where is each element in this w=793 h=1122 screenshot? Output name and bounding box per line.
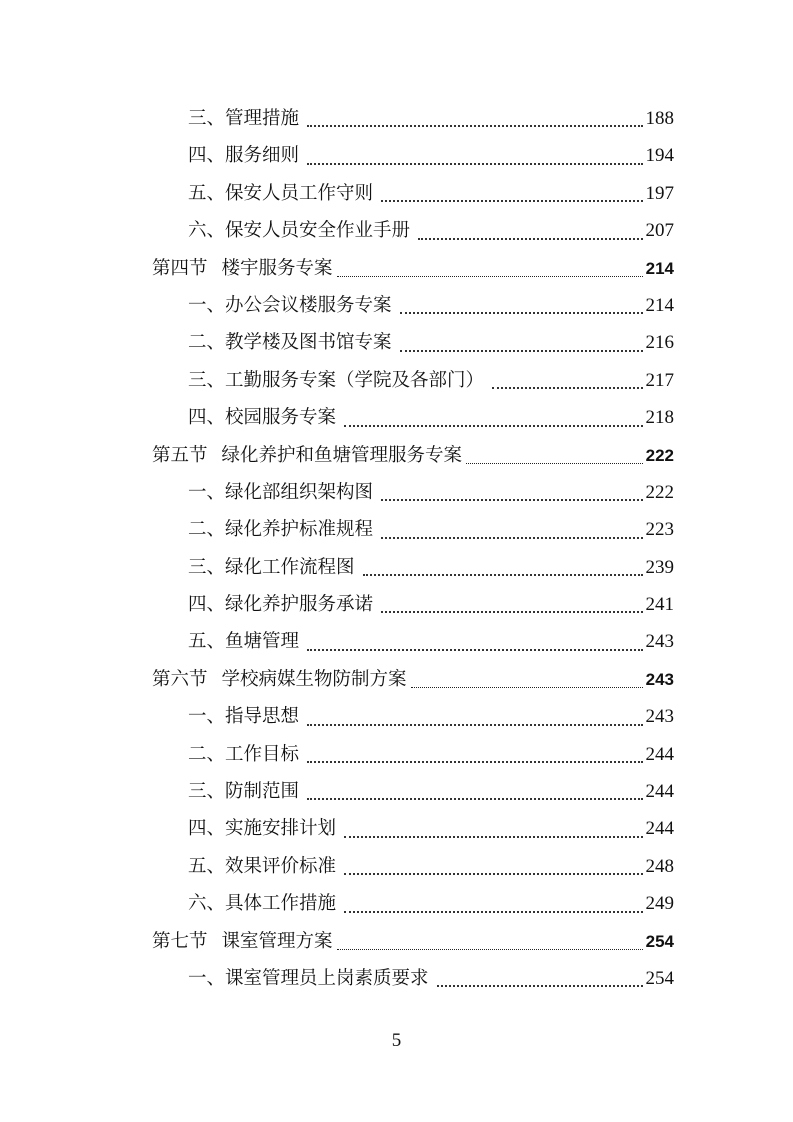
dot-leader [344, 836, 642, 838]
toc-section-entry[interactable] [152, 661, 674, 698]
toc-page-number: 239 [645, 556, 674, 578]
toc-section-number: 第五节 [152, 444, 208, 466]
toc-subsection-entry[interactable] [152, 586, 674, 623]
dot-leader [344, 425, 642, 427]
toc-page-number: 243 [645, 706, 674, 728]
toc-section-entry[interactable] [152, 250, 674, 287]
dot-leader [337, 949, 643, 950]
dot-leader [344, 873, 642, 875]
toc-subsection-entry[interactable] [152, 212, 674, 249]
dot-leader [381, 499, 642, 501]
dot-leader [363, 574, 643, 576]
toc-entry-title: 三、管理措施 [188, 107, 300, 129]
toc-subsection-entry[interactable] [152, 399, 674, 436]
toc-subsection-entry[interactable] [152, 698, 674, 735]
toc-subsection-entry[interactable] [152, 100, 674, 137]
toc-entry-title: 五、效果评价标准 [188, 855, 337, 877]
dot-leader [307, 761, 642, 763]
toc-entry-title: 一、指导思想 [188, 706, 300, 728]
toc-entry-title: 五、鱼塘管理 [188, 631, 300, 653]
toc-page-number: 244 [645, 781, 674, 803]
toc-entry-title: 六、保安人员安全作业手册 [188, 220, 411, 242]
toc-section-entry[interactable] [152, 437, 674, 474]
toc-subsection-entry[interactable] [152, 773, 674, 810]
dot-leader [307, 724, 642, 726]
toc-section-title: 楼宇服务专案 [221, 257, 333, 279]
dot-leader [381, 611, 642, 613]
toc-entry-title: 四、校园服务专案 [188, 407, 337, 429]
toc-subsection-entry[interactable] [152, 623, 674, 660]
toc-page-number: 217 [645, 369, 674, 391]
toc-page-number: 223 [645, 519, 674, 541]
toc-subsection-entry[interactable] [152, 324, 674, 361]
toc-page-number: 194 [645, 145, 674, 167]
toc-entry-title: 三、防制范围 [188, 781, 300, 803]
toc-entry-title [152, 437, 462, 474]
toc-entry-title: 一、课室管理员上岗素质要求 [188, 967, 429, 989]
toc-subsection-entry[interactable] [152, 287, 674, 324]
toc-section-title: 绿化养护和鱼塘管理服务专案 [221, 444, 463, 466]
dot-leader [381, 537, 642, 539]
toc-subsection-entry[interactable] [152, 848, 674, 885]
toc-page-number: 249 [645, 893, 674, 915]
toc-page-number: 216 [645, 332, 674, 354]
dot-leader [437, 985, 643, 987]
toc-entry-title [152, 250, 333, 287]
toc-section-number: 第六节 [152, 668, 208, 690]
toc-entry-title: 二、绿化养护标准规程 [188, 519, 374, 541]
toc-section-title: 学校病媒生物防制方案 [221, 668, 407, 690]
toc-page-number: 214 [645, 294, 674, 316]
dot-leader [400, 350, 643, 352]
dot-leader [307, 125, 642, 127]
toc-entry-title: 一、办公会议楼服务专案 [188, 294, 392, 316]
toc-subsection-entry[interactable] [152, 175, 674, 212]
toc-section-number: 第四节 [152, 257, 208, 279]
dot-leader [344, 911, 642, 913]
dot-leader [307, 163, 642, 165]
toc-page-number: 254 [645, 931, 674, 951]
toc-page-number: 207 [645, 220, 674, 242]
toc-entry-title: 二、教学楼及图书馆专案 [188, 332, 392, 354]
toc-page-number: 241 [645, 594, 674, 616]
toc-section-title: 课室管理方案 [221, 930, 333, 952]
dot-leader [492, 387, 642, 389]
toc-entry-title: 三、工勤服务专案（学院及各部门） [188, 369, 485, 391]
toc-subsection-entry[interactable] [152, 960, 674, 997]
toc-entry-title: 四、实施安排计划 [188, 818, 337, 840]
toc-entry-title: 四、绿化养护服务承诺 [188, 594, 374, 616]
dot-leader [337, 276, 643, 277]
table-of-contents [152, 100, 674, 997]
toc-subsection-entry[interactable] [152, 885, 674, 922]
toc-entry-title [152, 923, 333, 960]
dot-leader [400, 312, 643, 314]
toc-entry-title: 二、工作目标 [188, 743, 300, 765]
toc-subsection-entry[interactable] [152, 736, 674, 773]
toc-entry-title: 四、服务细则 [188, 145, 300, 167]
toc-page-number: 244 [645, 818, 674, 840]
toc-page-number: 188 [645, 107, 674, 129]
toc-page-number: 197 [645, 182, 674, 204]
toc-subsection-entry[interactable] [152, 362, 674, 399]
dot-leader [466, 463, 643, 464]
toc-subsection-entry[interactable] [152, 810, 674, 847]
toc-page-number: 244 [645, 743, 674, 765]
toc-section-number: 第七节 [152, 930, 208, 952]
page-number: 5 [391, 1030, 402, 1051]
dot-leader [381, 200, 642, 202]
dot-leader [307, 649, 642, 651]
dot-leader [411, 687, 643, 688]
toc-section-entry[interactable] [152, 923, 674, 960]
toc-page-number: 254 [645, 967, 674, 989]
toc-page-number: 222 [645, 481, 674, 503]
toc-entry-title: 五、保安人员工作守则 [188, 182, 374, 204]
toc-subsection-entry[interactable] [152, 549, 674, 586]
toc-entry-title: 六、具体工作措施 [188, 893, 337, 915]
dot-leader [418, 238, 642, 240]
toc-entry-title: 三、绿化工作流程图 [188, 556, 355, 578]
toc-page-number: 243 [645, 631, 674, 653]
toc-page-number: 218 [645, 407, 674, 429]
toc-page-number: 222 [645, 445, 674, 465]
toc-subsection-entry[interactable] [152, 137, 674, 174]
toc-subsection-entry[interactable] [152, 511, 674, 548]
toc-page-number: 248 [645, 855, 674, 877]
toc-entry-title [152, 661, 407, 698]
dot-leader [307, 798, 642, 800]
toc-page-number: 243 [645, 669, 674, 689]
toc-entry-title: 一、绿化部组织架构图 [188, 481, 374, 503]
toc-page-number: 214 [645, 258, 674, 278]
toc-subsection-entry[interactable] [152, 474, 674, 511]
